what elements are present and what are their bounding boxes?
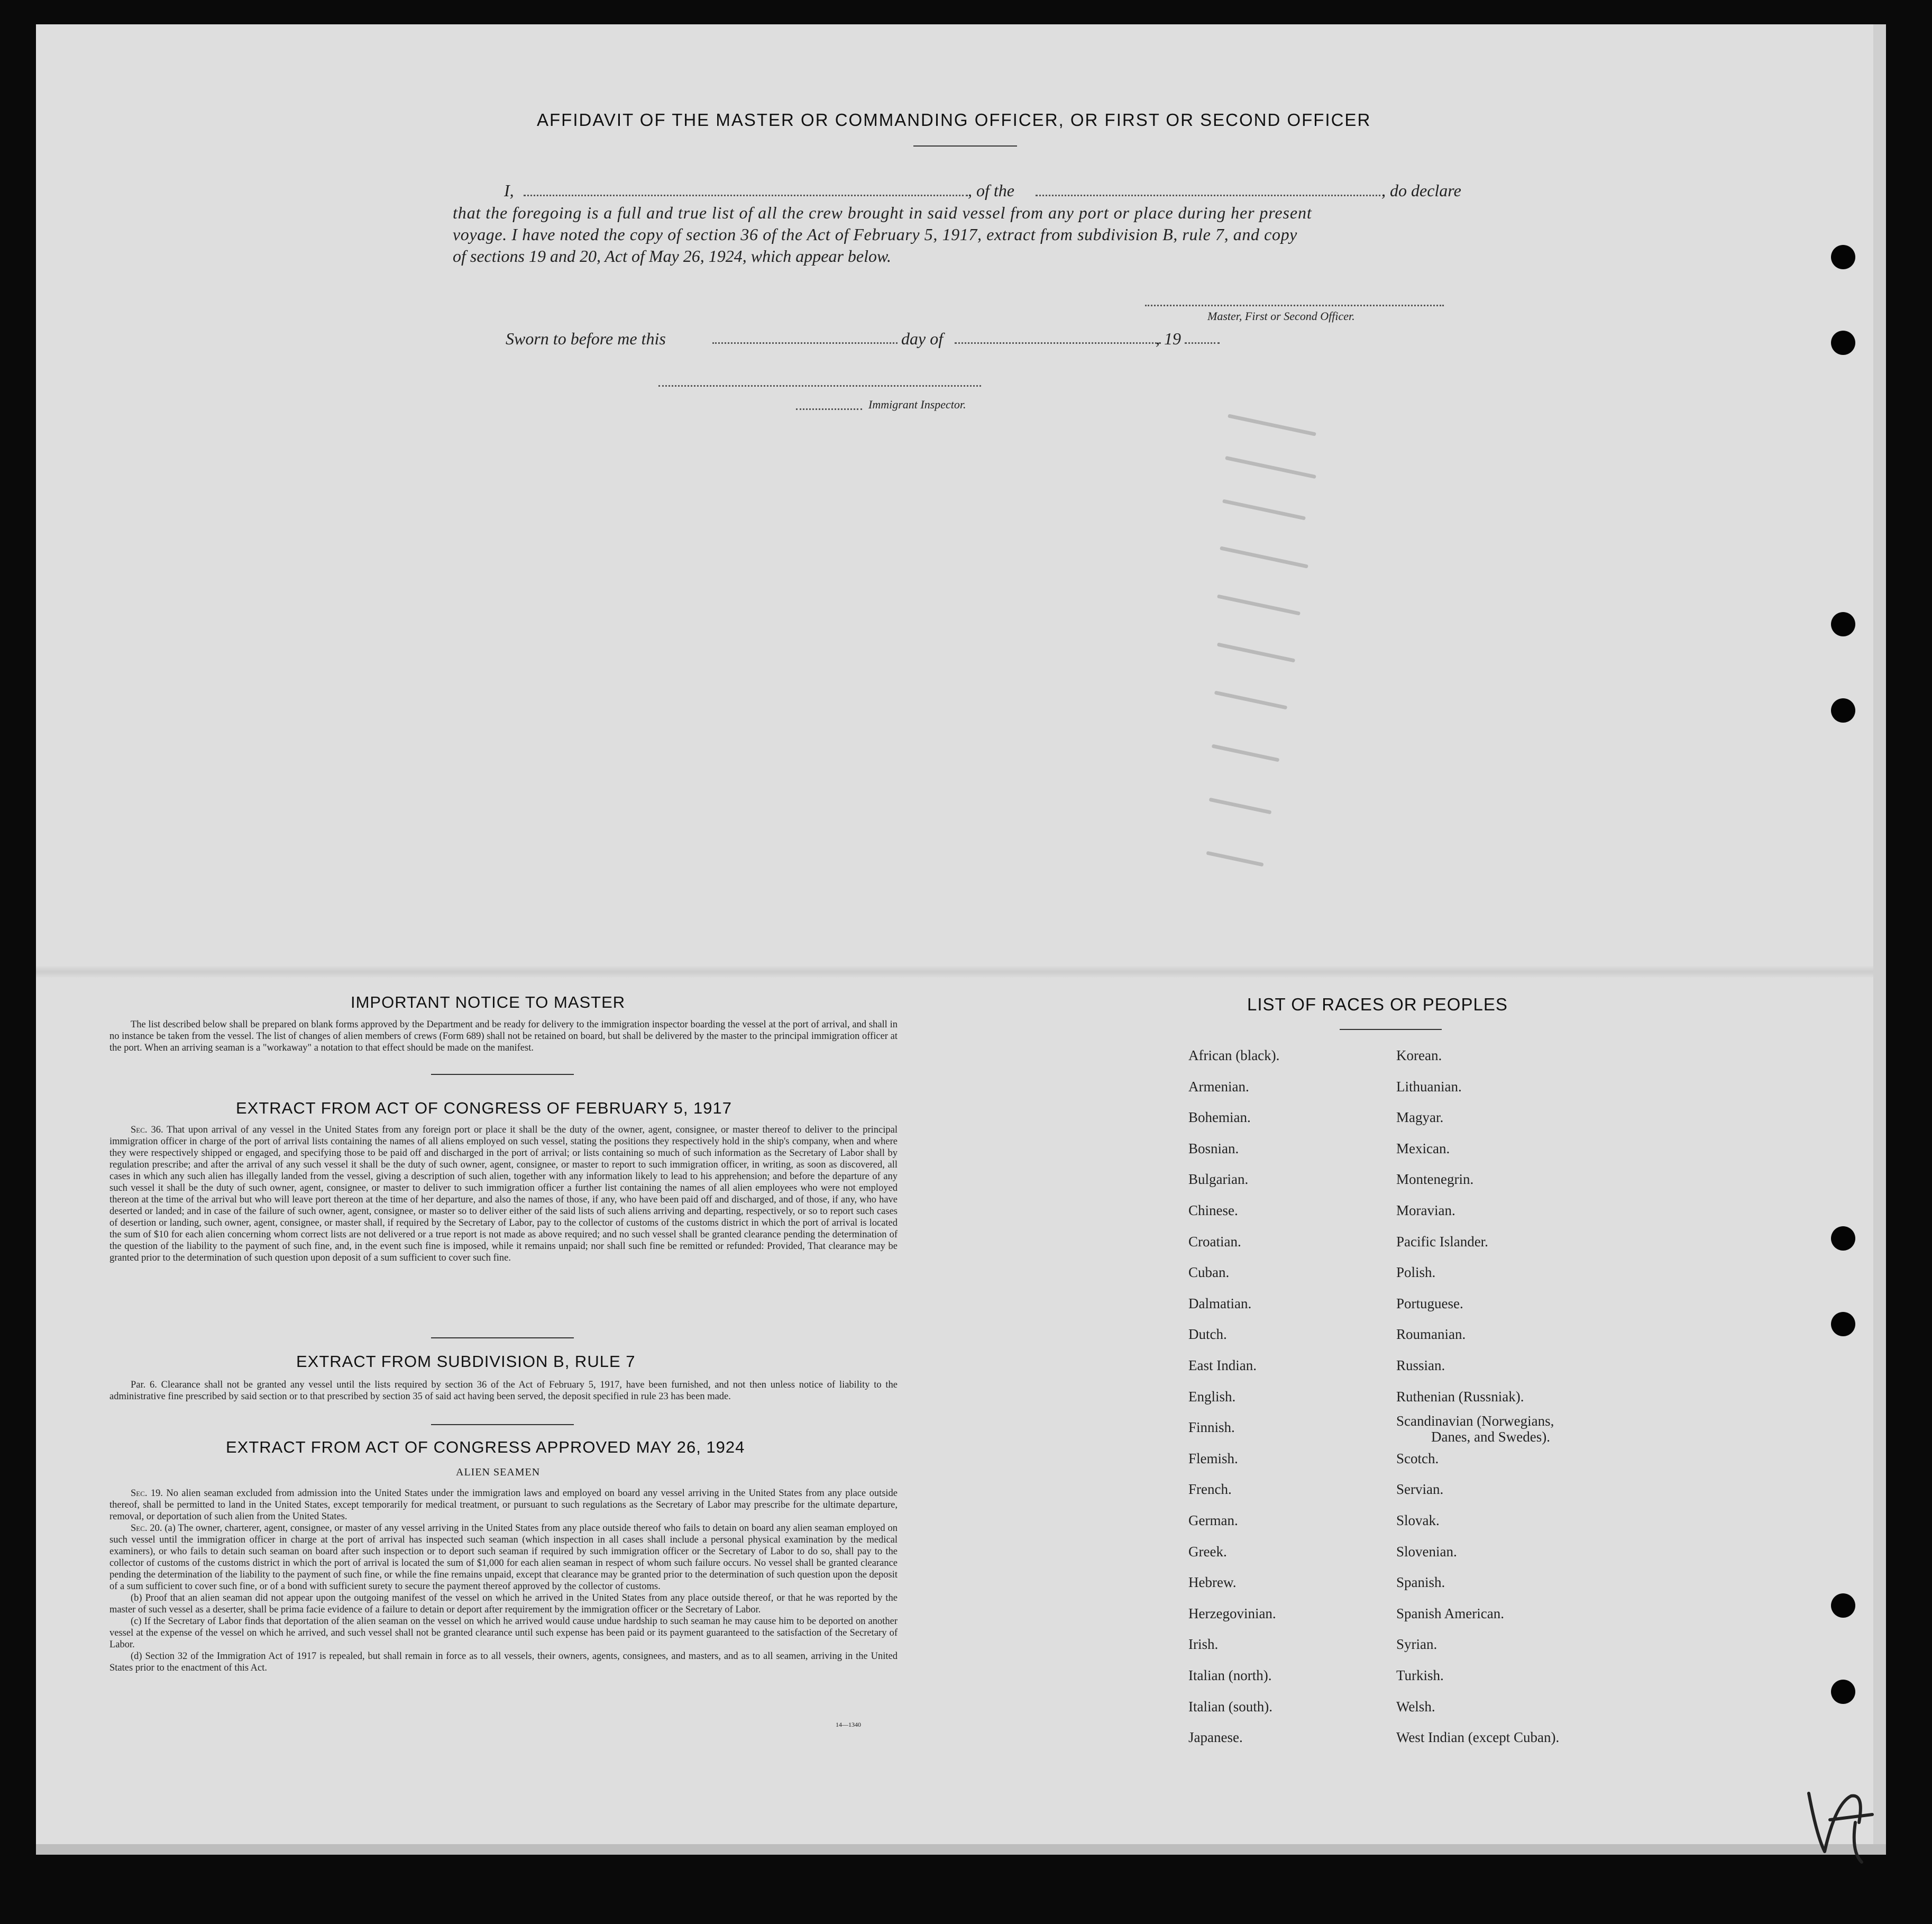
affidavit-title: AFFIDAVIT OF THE MASTER OR COMMANDING OFFICER, OR FIRST OR SECOND OFFICER: [537, 110, 1371, 130]
race-item: Greek.: [1188, 1543, 1227, 1560]
race-item: Magyar.: [1396, 1109, 1444, 1126]
notice-title: IMPORTANT NOTICE TO MASTER: [351, 993, 626, 1011]
race-item: Dutch.: [1188, 1326, 1227, 1343]
race-item: Syrian.: [1396, 1636, 1437, 1653]
race-item: Spanish.: [1396, 1574, 1445, 1591]
extract-rule7-title: EXTRACT FROM SUBDIVISION B, RULE 7: [296, 1352, 636, 1371]
binder-hole: [1831, 245, 1855, 269]
race-item: Portuguese.: [1396, 1295, 1463, 1311]
sec-20a: [109, 1522, 898, 1592]
race-item: Russian.: [1396, 1357, 1445, 1373]
sec-36-label: Sec. 36.: [131, 1125, 163, 1135]
race-item: East Indian.: [1188, 1357, 1257, 1373]
race-item: Irish.: [1188, 1636, 1219, 1653]
binder-hole: [1831, 612, 1855, 636]
sec-20-label: Sec. 20.: [131, 1523, 162, 1534]
race-item: Montenegrin.: [1396, 1171, 1474, 1188]
binder-hole: [1831, 331, 1855, 355]
race-item: Japanese.: [1188, 1729, 1243, 1746]
race-item: Italian (south).: [1188, 1698, 1272, 1715]
sec-36-body: That upon arrival of any vessel in the United States from any foreign port or place it shall be the duty of the owner, agent, consignee, or master thereof to deliver to the principal immigration officer in charge of the port of arrival lists containing the names of all aliens employed on such vessel, stating the positions they respectively hold in the ship's company, when and where they were respectively shipped or engaged, and specifying those to be paid off and discharged in the port of arrival; or lists containing so much of such information as the Secretary of Labor shall by regulation prescribe; and after the arrival of any such vessel it shall be the duty of such owner, agent, consignee, or master to report to such immigration officer, in writing, as soon as discovered, all cases in which any such alien has illegally landed from the vessel, giving a description of such alien, together with any information likely to lead to his apprehension; and before the departure of any such vessel it shall be the duty of such owner, agent, consignee, or master to deliver to such immigration officer a further list containing the names of all alien employees who were not employed thereon at the time of the arrival but who will leave port thereon at the time of her departure, and also the names of those, if any, who have been paid off and discharged, and of those, if any, who have deserted or landed; and in case of the failure of such owner, agent, consignee, or master so to deliver either of the said lists of such aliens arriving and departing, respectively, or so to report such cases of desertion or landing, such owner, agent, consignee, or master shall, if required by the Secretary of Labor, pay to the collector of customs of the customs district in which the port of arrival is located the sum of $10 for each alien concerning whom correct lists are not delivered or a true report is not made as above required; and no such vessel shall be granted clearance pending the determination of the question of the liability to the payment of such fine, and, in the event such fine is imposed, while it remains unpaid; nor shall such fine be remitted or refunded: Provided, That clearance may be granted prior to the determination of such question upon deposit of a sum sufficient to cover such fine.: [109, 1125, 898, 1263]
alien-seamen-subtitle: ALIEN SEAMEN: [456, 1466, 541, 1478]
race-item: Finnish.: [1188, 1419, 1235, 1436]
race-item: Roumanian.: [1396, 1326, 1466, 1343]
race-item: Polish.: [1396, 1264, 1436, 1281]
sec-19: [109, 1488, 898, 1522]
sworn-label: Sworn to before me this: [506, 329, 666, 348]
race-item: Moravian.: [1396, 1202, 1455, 1218]
race-item: Turkish.: [1396, 1667, 1444, 1683]
race-item: Scotch.: [1396, 1450, 1439, 1466]
race-item: English.: [1188, 1388, 1236, 1405]
fold-crease: [36, 966, 1886, 978]
race-item: Korean.: [1396, 1047, 1442, 1063]
race-item: Hebrew.: [1188, 1574, 1237, 1591]
binder-hole: [1831, 1312, 1855, 1336]
race-item: Servian.: [1396, 1481, 1444, 1498]
inspector-caption: Immigrant Inspector.: [868, 398, 966, 411]
race-item: Welsh.: [1396, 1698, 1435, 1715]
binder-hole: [1831, 1593, 1855, 1618]
declaration-do-declare: , do declare: [1381, 181, 1461, 200]
sworn-year-blank[interactable]: [1185, 342, 1220, 344]
notice-text: The list described below shall be prepared on blank forms approved by the Department and be ready for delivery to the immigration inspector boarding the vessel at the port of arrival, and shall in no instance be taken from the vessel. The list of changes of alien members of crews (Form 689) shall not be retained on board, but shall be delivered by the master to the principal immigration officer at the port. When an arriving seaman is a "workaway" a notation to that effect should be made on the manifest.: [109, 1019, 898, 1053]
name-blank[interactable]: [524, 195, 968, 196]
sworn-month-blank[interactable]: [955, 342, 1161, 344]
title-rule: [913, 145, 1017, 147]
race-item: Italian (north).: [1188, 1667, 1272, 1683]
extract-rule7-text: Par. 6. Clearance shall not be granted any vessel until the lists required by section 36 of the Act of February 5, 1917, have been furnished, and not then unless notice of liability to the administrative fine prescribed by said section or to that prescribed by section 35 of said act having been served, the deposit specified in rule 23 has been made.: [109, 1380, 898, 1402]
race-item: Bulgarian.: [1188, 1171, 1249, 1188]
sec-20a-body: (a) The owner, charterer, agent, consignee, or master of any vessel arriving in the United States from any place outside thereof who fails to detain on board any alien seaman employed on such vessel until the immigration officer in charge at the port of arrival has inspected such seaman (which inspection in all cases shall include a personal physical examination by the medical examiners), or who fails to detain such seaman on board after such inspection or to deport such seaman if required by such immigration officer or the Secretary of Labor to do so, shall pay to the collector of customs of the customs district in which the port of arrival is located the sum of $1,000 for each alien seaman in respect of whom such failure occurs. No vessel shall be granted clearance pending the determination of the liability to the payment of such fine, or while the fine remains unpaid, except that clearance may be granted prior to the determination of such question upon the deposit of a sum sufficient to cover such fine, or of a bond with sufficient surety to secure the payment thereof approved by the collector of customs.: [109, 1523, 898, 1592]
binder-hole: [1831, 1226, 1855, 1251]
form-number: 14—1340: [836, 1721, 861, 1728]
section-rule: [431, 1424, 574, 1425]
binder-hole: [1831, 698, 1855, 723]
sec-19-label: Sec. 19.: [131, 1488, 163, 1499]
race-item: French.: [1188, 1481, 1232, 1498]
sworn-day-of: day of: [901, 329, 944, 348]
race-item: Chinese.: [1188, 1202, 1238, 1218]
race-item: Dalmatian.: [1188, 1295, 1252, 1311]
race-item: Scandinavian (Norwegians,: [1396, 1413, 1554, 1429]
race-item: Armenian.: [1188, 1078, 1249, 1095]
race-item: Lithuanian.: [1396, 1078, 1462, 1095]
handwritten-mark: [1793, 1772, 1878, 1867]
sec-20d: (d) Section 32 of the Immigration Act of 1917 is repealed, but shall remain in force as to all vessels, their owners, agents, consignees, and masters, and as to all seamen, arriving in the United States prior to the enactment of this Act.: [109, 1651, 898, 1673]
race-item: West Indian (except Cuban).: [1396, 1729, 1560, 1746]
race-item: Bohemian.: [1188, 1109, 1251, 1126]
section-rule: [431, 1074, 574, 1075]
race-item: Spanish American.: [1396, 1605, 1504, 1621]
section-rule: [431, 1337, 574, 1338]
race-scandinavian-continued: Danes, and Swedes).: [1431, 1429, 1550, 1445]
binder-hole: [1831, 1680, 1855, 1704]
race-item: Cuban.: [1188, 1264, 1230, 1281]
signature-caption: Master, First or Second Officer.: [1207, 309, 1355, 323]
race-item: Ruthenian (Russniak).: [1396, 1388, 1524, 1405]
race-item: African (black).: [1188, 1047, 1280, 1063]
race-item: Slovak.: [1396, 1512, 1440, 1528]
extract-1924-text: [109, 1488, 898, 1674]
race-item: Flemish.: [1188, 1450, 1238, 1466]
races-title: LIST OF RACES OR PEOPLES: [1247, 995, 1508, 1014]
declaration-line-3: voyage. I have noted the copy of section 36 of the Act of February 5, 1917, extract from subdivision B, rule 7, and copy: [453, 225, 1297, 244]
sworn-day-blank[interactable]: [712, 342, 898, 344]
sec-20b: (b) Proof that an alien seaman did not appear upon the outgoing manifest of the vessel on which he arrived in the United States from any place outside thereof, or that he was reported by the master of such vessel as a deserter, shall be prima facie evidence of a failure to detain or deport after requirement by the immigration officer or the Secretary of Labor.: [109, 1593, 898, 1615]
inspector-signature-blank[interactable]: [658, 385, 981, 387]
extract-1917-title: EXTRACT FROM ACT OF CONGRESS OF FEBRUARY 5, 1917: [236, 1099, 732, 1117]
race-item: Herzegovinian.: [1188, 1605, 1276, 1621]
extract-1924-title: EXTRACT FROM ACT OF CONGRESS APPROVED MAY 26, 1924: [226, 1438, 745, 1456]
declaration-line-4: of sections 19 and 20, Act of May 26, 1924, which appear below.: [453, 247, 891, 266]
page-edge: [1873, 24, 1886, 1855]
vessel-blank[interactable]: [1036, 195, 1385, 196]
sworn-year-prefix: , 19: [1156, 329, 1181, 348]
signature-blank[interactable]: [1145, 305, 1444, 306]
inspector-lead-dots: [796, 408, 862, 410]
declaration-i: I,: [504, 181, 514, 200]
extract-1917-text: [109, 1124, 898, 1264]
race-item: German.: [1188, 1512, 1238, 1528]
race-item: Slovenian.: [1396, 1543, 1457, 1560]
race-item: Pacific Islander.: [1396, 1233, 1488, 1250]
declaration-of-the: , of the: [968, 181, 1014, 200]
sec-19-body: No alien seaman excluded from admission into the United States under the immigration laws and employed on board any vessel arriving in the United States from any place outside thereof, shall be permitted to land in the United States, except temporarily for medical treatment, or pursuant to such regulations as the Secretary of Labor may prescribe for the ultimate departure, removal, or deportation of such alien from the United States.: [109, 1488, 898, 1522]
declaration-line-2: that the foregoing is a full and true list of all the crew brought in said vessel from any port or place during her present: [453, 203, 1312, 222]
race-item: Mexican.: [1396, 1140, 1450, 1156]
race-item: Bosnian.: [1188, 1140, 1239, 1156]
race-item: Croatian.: [1188, 1233, 1241, 1250]
sec-20c: (c) If the Secretary of Labor finds that deportation of the alien seaman on the vessel on which he arrived would cause undue hardship to such seaman he may cause him to be deported on another vessel at the expense of the vessel on which he arrived, and such vessel shall not be granted clearance until such expense has been paid or its payment guaranteed to the satisfaction of the Secretary of Labor.: [109, 1616, 898, 1650]
page-bottom-edge: [36, 1844, 1886, 1855]
races-title-rule: [1340, 1029, 1442, 1030]
